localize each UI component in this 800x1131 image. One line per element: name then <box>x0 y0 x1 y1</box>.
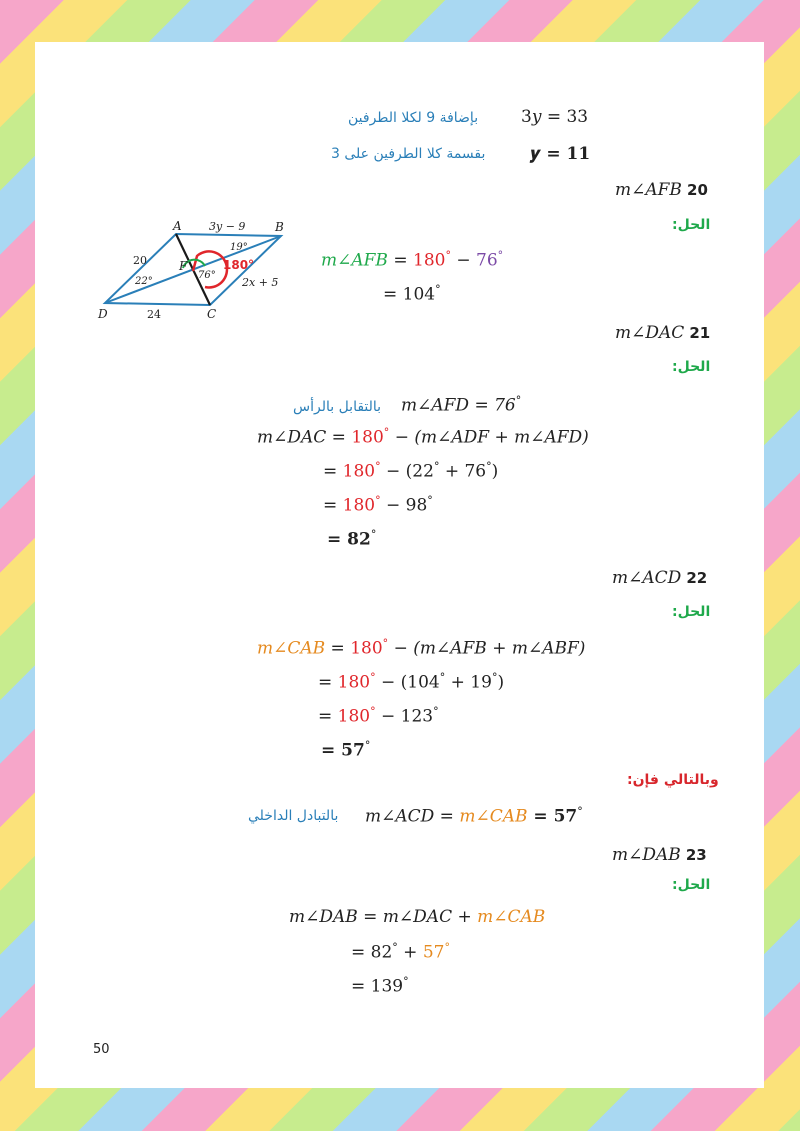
solution-label-20: الحل: <box>672 217 711 233</box>
deg: ° <box>515 394 522 407</box>
deg: ° <box>383 426 390 439</box>
q22-104: − (104 <box>375 672 440 693</box>
deg: ° <box>445 249 451 262</box>
q20-76: 76 <box>476 250 498 271</box>
q22-acd: 𝑚∠𝐴𝐶𝐷 = <box>365 806 460 827</box>
label-C: C <box>207 307 217 321</box>
label-D: D <box>98 307 108 321</box>
eq-prefix: = <box>323 495 343 516</box>
q22-180: 180 <box>350 638 383 659</box>
q20-lhs: 𝑚∠𝐴𝐹𝐵 <box>321 250 388 271</box>
question-23-header <box>612 845 707 865</box>
deg: ° <box>375 460 381 473</box>
q22-123: − 123 <box>375 706 434 727</box>
deg: ° <box>375 494 381 507</box>
deg: ° <box>364 739 371 752</box>
q23-cab: 𝑚∠𝐶𝐴𝐵 <box>477 907 546 927</box>
label-F: F <box>179 259 188 273</box>
q22-line-2 <box>318 671 504 693</box>
deg: ° <box>370 528 377 541</box>
deg: ° <box>444 941 450 954</box>
eq-prefix: = <box>318 672 338 693</box>
eq-prefix: = <box>323 461 343 482</box>
eq-sign: = <box>325 638 351 659</box>
parallelogram-figure <box>95 214 295 324</box>
q22-19: + 19 <box>445 672 492 693</box>
q20-line-2 <box>383 283 441 305</box>
q22-line-4 <box>321 739 370 761</box>
q22-result: = 𝟓𝟕 <box>321 740 365 761</box>
eq-y-11: 𝒚 = 𝟏𝟏 <box>530 144 591 164</box>
q23-57: 57 <box>422 942 445 963</box>
q21-result: = 𝟖𝟐 <box>327 529 371 550</box>
q21-line-3 <box>323 494 433 516</box>
q20-line-1 <box>321 249 503 271</box>
q21-180: 180 <box>351 427 384 448</box>
add-9-note: بإضافة 9 لكلا الطرفين <box>348 110 479 126</box>
label-top-side: 3y − 9 <box>209 220 246 233</box>
deg: ° <box>427 494 433 507</box>
question-22-number: 22 <box>686 569 708 587</box>
q22-180: 180 <box>337 706 371 727</box>
label-angle-180: 180° <box>223 258 255 272</box>
q22-close: ) <box>497 672 505 693</box>
q23-line-1 <box>289 907 545 927</box>
plus: + <box>397 942 423 963</box>
q21-line-4 <box>327 528 376 550</box>
label-A: A <box>173 219 182 233</box>
question-21-number: 21 <box>689 324 711 342</box>
deg: ° <box>403 975 409 988</box>
deg: ° <box>435 283 441 296</box>
q20-eq-sign: = <box>387 250 413 271</box>
label-angle-76: 76° <box>198 270 216 281</box>
label-angle-22: 22° <box>135 276 153 287</box>
label-angle-19: 19° <box>230 242 248 253</box>
q22-180: 180 <box>337 672 371 693</box>
solution-label-22: الحل: <box>672 604 711 620</box>
q22-final-line <box>365 805 583 827</box>
q21-98: − 98 <box>380 495 428 516</box>
page-number: 50 <box>93 1042 110 1057</box>
page-sheet <box>35 42 764 1088</box>
eq-3y-33: 3𝑦 = 33 <box>521 107 589 127</box>
deg: ° <box>370 671 376 684</box>
q20-180: 180 <box>413 250 446 271</box>
q23-result: = 139 <box>351 976 404 997</box>
label-right-side: 2x + 5 <box>242 276 279 289</box>
question-20-title: 𝑚∠𝐴𝐹𝐵 <box>615 180 682 200</box>
deg: ° <box>497 249 504 262</box>
q22-rest: − (𝑚∠𝐴𝐹𝐵 + 𝑚∠𝐴𝐵𝐹) <box>388 638 586 659</box>
solution-label-23: الحل: <box>672 877 711 893</box>
question-21-header <box>615 323 710 343</box>
label-B: B <box>275 220 284 234</box>
deg: ° <box>392 941 398 954</box>
q21-afd: 𝑚∠𝐴𝐹𝐷 = 76 <box>401 395 516 416</box>
q23-82: = 82 <box>351 942 393 963</box>
label-left-side: 20 <box>133 254 147 267</box>
q21-line-0 <box>401 394 521 416</box>
q21-180: 180 <box>342 495 376 516</box>
q22-final-57: = 𝟓𝟕 <box>527 806 578 827</box>
deg: ° <box>439 671 446 684</box>
question-22-header <box>612 568 707 588</box>
deg: ° <box>486 460 492 473</box>
q21-76: + 76 <box>439 461 487 482</box>
q23-lhs: 𝑚∠𝐷𝐴𝐵 = 𝑚∠𝐷𝐴𝐶 + <box>289 907 478 927</box>
q22-cab-orange: 𝑚∠𝐶𝐴𝐵 <box>459 806 528 827</box>
q22-line-3 <box>318 705 439 727</box>
vertical-angles-note: بالتقابل بالرأس <box>293 399 382 415</box>
q20-result: = 104 <box>383 284 436 305</box>
question-23-title: 𝑚∠𝐷𝐴𝐵 <box>612 845 681 865</box>
question-21-title: 𝑚∠𝐷𝐴𝐶 <box>615 323 685 343</box>
eq-prefix: = <box>318 706 338 727</box>
q23-line-3 <box>351 975 409 997</box>
solution-label-21: الحل: <box>672 359 711 375</box>
q21-line-2 <box>323 460 498 482</box>
q21-rest: − (𝑚∠𝐴𝐷𝐹 + 𝑚∠𝐴𝐹𝐷) <box>389 427 589 448</box>
divide-3-note: بقسمة كلا الطرفين على 3 <box>331 146 486 162</box>
deg: ° <box>382 637 389 650</box>
q22-cab: 𝑚∠𝐶𝐴𝐵 <box>257 638 326 659</box>
q21-close: ) <box>491 461 499 482</box>
deg: ° <box>577 805 583 818</box>
q21-180: 180 <box>342 461 376 482</box>
question-20-number: 20 <box>687 181 708 199</box>
label-bottom-side: 24 <box>147 308 161 321</box>
q20-minus: − <box>450 250 477 271</box>
question-22-title: 𝑚∠𝐴𝐶𝐷 <box>612 568 682 588</box>
q22-line-1 <box>257 637 585 659</box>
question-23-number: 23 <box>685 846 707 864</box>
q23-line-2 <box>351 941 450 963</box>
deg: ° <box>491 671 498 684</box>
alternate-interior-note: بالتبادل الداخلي <box>248 808 339 824</box>
deg: ° <box>433 705 439 718</box>
q21-line-1 <box>257 426 589 448</box>
deg: ° <box>433 460 440 473</box>
question-20-header <box>615 180 708 200</box>
q21-lhs: 𝑚∠𝐷𝐴𝐶 = <box>257 427 352 448</box>
deg: ° <box>370 705 376 718</box>
therefore-label: وبالتالي فإن: <box>627 772 719 788</box>
q21-22: − (22 <box>380 461 434 482</box>
